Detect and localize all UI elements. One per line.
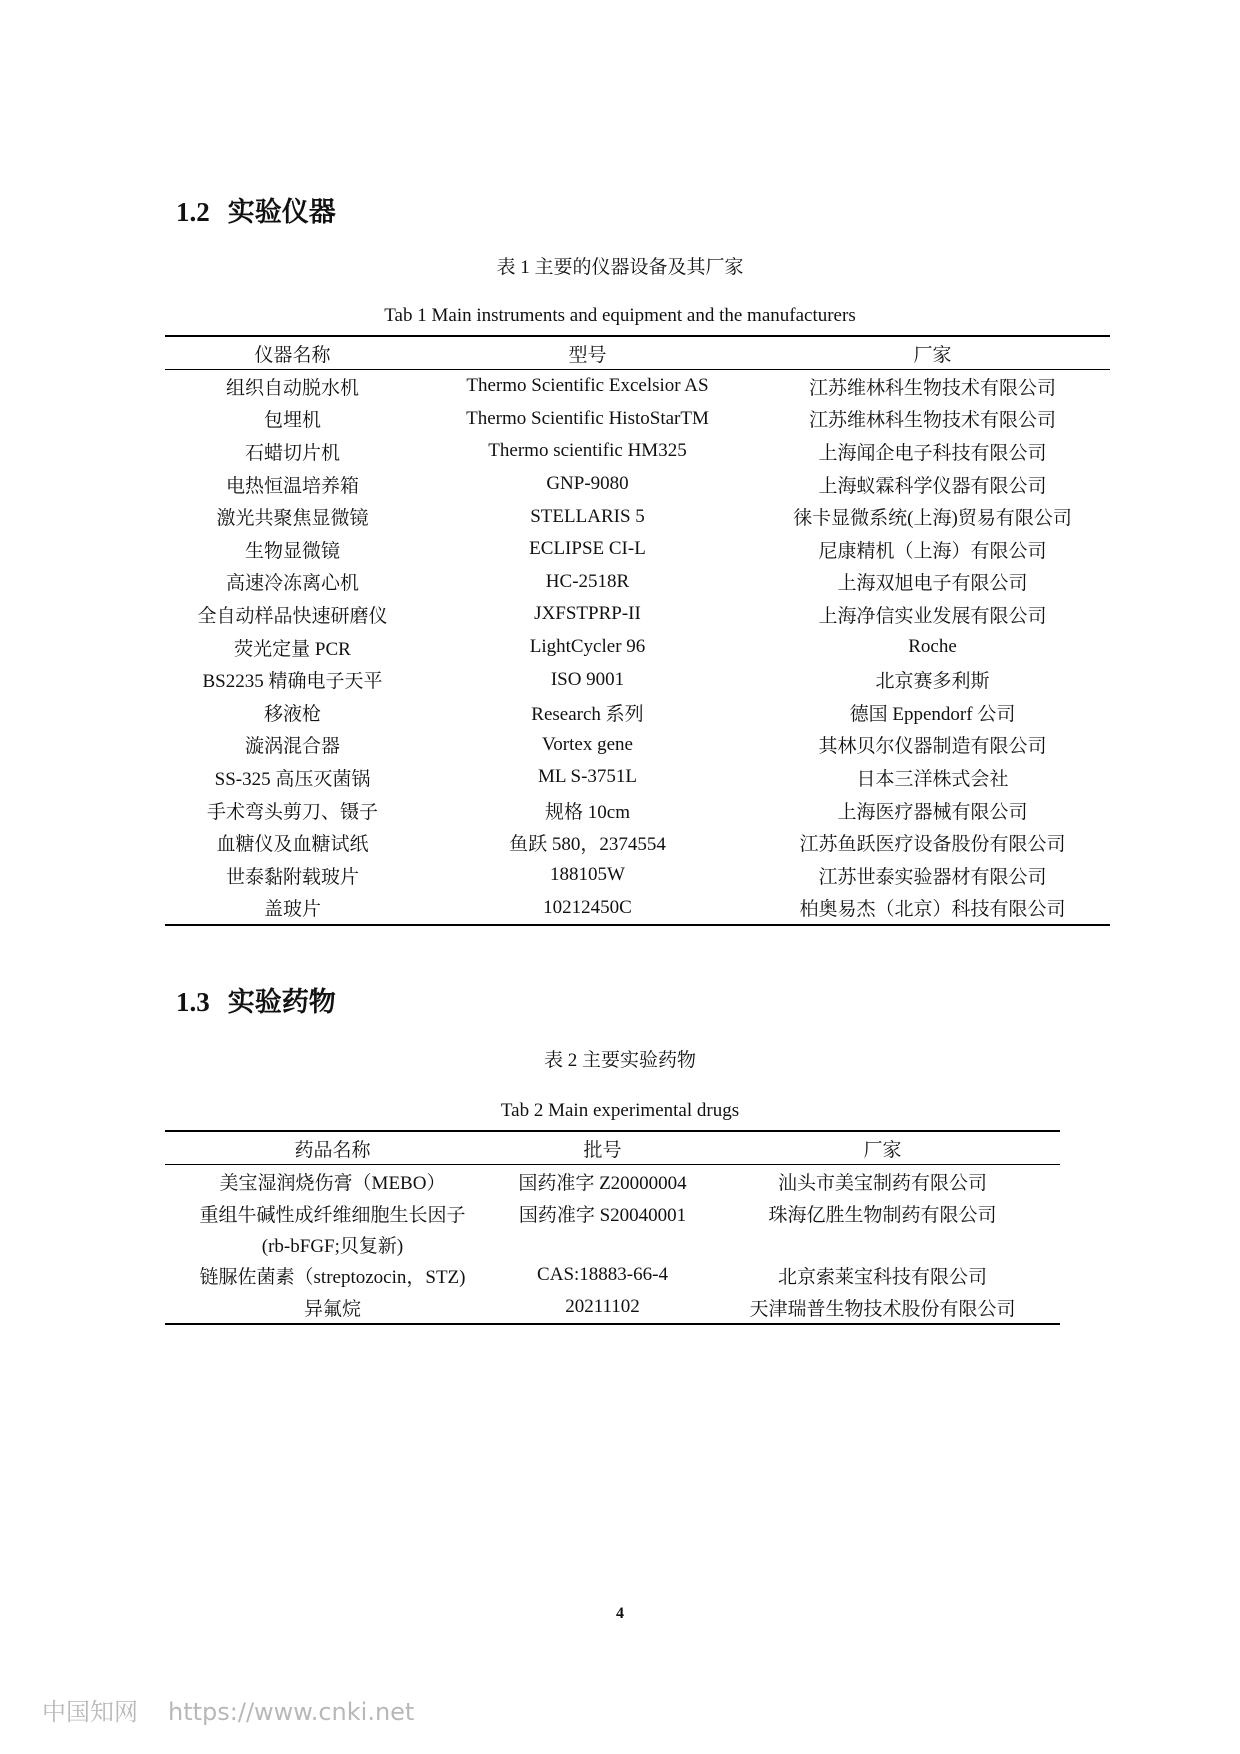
table-cell: 汕头市美宝制药有限公司 xyxy=(777,1172,987,1194)
column-header: 厂家 xyxy=(863,1139,902,1161)
table-row xyxy=(165,794,1110,827)
table-row xyxy=(165,435,1110,468)
table-row xyxy=(165,826,1110,859)
table-cell: 其林贝尔仪器制造有限公司 xyxy=(818,736,1047,758)
table-cell: 重组牛碱性成纤维细胞生长因子 xyxy=(199,1204,466,1226)
table-cell: 江苏维林科生物技术有限公司 xyxy=(808,410,1056,432)
table-cell xyxy=(705,1229,1060,1259)
table2-caption-cn: 表 2 主要实验药物 xyxy=(543,1050,696,1071)
table-cell: 上海医疗器械有限公司 xyxy=(837,801,1028,823)
table-cell: 德国 Eppendorf 公司 xyxy=(849,703,1016,725)
table-cell: 组织自动脱水机 xyxy=(225,377,359,399)
table-row xyxy=(165,1165,1060,1198)
section-heading-1-2: 1.2 实验仪器 xyxy=(176,197,336,228)
table-cell: 柏奥易杰（北京）科技有限公司 xyxy=(799,899,1066,921)
column-header: 仪器名称 xyxy=(254,344,331,366)
table-row xyxy=(165,696,1110,729)
table-row xyxy=(165,500,1110,533)
table-cell: 江苏鱼跃医疗设备股份有限公司 xyxy=(799,834,1066,856)
table-cell: 上海蚁霖科学仪器有限公司 xyxy=(818,475,1047,497)
table-row xyxy=(165,403,1110,436)
table-row xyxy=(165,370,1110,403)
table-cell: Vortex gene xyxy=(542,733,633,755)
table-cell: 规格 10cm xyxy=(545,801,630,823)
table-cell: 荧光定量 PCR xyxy=(234,638,351,660)
table-row xyxy=(165,663,1110,696)
instruments-table xyxy=(165,335,1110,926)
table-cell: Thermo Scientific HistoStarTM xyxy=(466,407,709,429)
table1-caption-en: Tab 1 Main instruments and equipment and the manufacturers xyxy=(384,305,856,326)
table-cell: 漩涡混合器 xyxy=(244,736,340,758)
table-cell: 世泰黏附载玻片 xyxy=(225,866,359,888)
table-row xyxy=(165,631,1110,664)
table2-caption-en: Tab 2 Main experimental drugs xyxy=(500,1100,740,1121)
table-cell: 尼康精机（上海）有限公司 xyxy=(818,540,1047,562)
table-header-row xyxy=(165,1131,1060,1165)
column-header: 药品名称 xyxy=(294,1139,371,1161)
watermark xyxy=(42,1692,414,1727)
table-cell: 江苏世泰实验器材有限公司 xyxy=(818,866,1047,888)
table-cell: 10212450C xyxy=(543,896,632,918)
table-row xyxy=(165,598,1110,631)
table-header-row xyxy=(165,336,1110,370)
table-row xyxy=(165,859,1110,892)
table-cell: 上海双旭电子有限公司 xyxy=(837,573,1028,595)
table1-caption-cn: 表 1 主要的仪器设备及其厂家 xyxy=(496,257,744,278)
table-row xyxy=(165,1291,1060,1324)
table-cell: 美宝湿润烧伤膏（MEBO） xyxy=(219,1172,446,1194)
table-cell: 徕卡显微系统(上海)贸易有限公司 xyxy=(793,508,1072,530)
table-cell: ECLIPSE CI-L xyxy=(529,538,646,560)
table-row xyxy=(165,566,1110,599)
column-header: 批号 xyxy=(583,1139,622,1161)
table-cell: 天津瑞普生物技术股份有限公司 xyxy=(749,1298,1016,1320)
table-cell: Roche xyxy=(908,636,957,658)
table-cell: 手术弯头剪刀、镊子 xyxy=(206,801,378,823)
table-cell: (rb-bFGF;贝复新) xyxy=(261,1235,404,1257)
table-cell: Research 系列 xyxy=(531,703,644,725)
table-cell xyxy=(500,1229,705,1259)
drugs-table xyxy=(165,1130,1060,1325)
table-cell: 激光共聚焦显微镜 xyxy=(216,508,369,530)
table-cell: 江苏维林科生物技术有限公司 xyxy=(808,377,1056,399)
table-row xyxy=(165,892,1110,926)
table-row xyxy=(165,729,1110,762)
table-row xyxy=(165,468,1110,501)
table-row xyxy=(165,1259,1060,1291)
table-cell: 日本三洋株式会社 xyxy=(856,768,1009,790)
table-cell: 上海闻企电子科技有限公司 xyxy=(818,442,1047,464)
table-cell: ISO 9001 xyxy=(550,668,625,690)
table-cell: 鱼跃 580，2374554 xyxy=(509,834,666,856)
table-cell: 全自动样品快速研磨仪 xyxy=(197,605,388,627)
table-cell: 珠海亿胜生物制药有限公司 xyxy=(768,1204,997,1226)
table-cell: 生物显微镜 xyxy=(244,540,340,562)
table-cell: 异氟烷 xyxy=(303,1298,361,1320)
page-number: 4 xyxy=(616,1605,624,1622)
table-cell: JXFSTPRP-II xyxy=(534,603,641,625)
table-row xyxy=(165,1229,1060,1259)
table-cell: 国药准字 Z20000004 xyxy=(518,1172,687,1194)
table-cell: HC-2518R xyxy=(545,570,630,592)
table-cell: STELLARIS 5 xyxy=(530,505,645,527)
table-row xyxy=(165,1197,1060,1229)
section-heading-1-3: 1.3 实验药物 xyxy=(176,987,336,1018)
watermark-url: https://www.cnki.net xyxy=(168,1698,415,1726)
table-cell: 高速冷冻离心机 xyxy=(225,573,359,595)
table-cell: 包埋机 xyxy=(263,410,321,432)
table-row xyxy=(165,761,1110,794)
watermark-brand: 中国知网 xyxy=(42,1698,138,1726)
table-cell: BS2235 精确电子天平 xyxy=(202,671,383,693)
table-cell: 20211102 xyxy=(565,1296,640,1317)
table-cell: 188105W xyxy=(550,864,625,886)
table-cell: Thermo scientific HM325 xyxy=(488,440,687,462)
table-cell: 上海净信实业发展有限公司 xyxy=(818,605,1047,627)
table-cell: SS-325 高压灭菌锅 xyxy=(214,768,371,790)
table-cell: CAS:18883-66-4 xyxy=(537,1264,668,1285)
column-header: 型号 xyxy=(568,344,607,366)
table-cell: ML S-3751L xyxy=(537,766,638,788)
table-cell: 移液枪 xyxy=(263,703,321,725)
table-cell: 北京赛多利斯 xyxy=(875,671,990,693)
table-cell: LightCycler 96 xyxy=(529,636,646,658)
table-cell: 电热恒温培养箱 xyxy=(225,475,359,497)
column-header: 厂家 xyxy=(913,344,952,366)
table-cell: GNP-9080 xyxy=(546,473,629,495)
table-cell: 链脲佐菌素（streptozocin，STZ) xyxy=(199,1266,466,1288)
table-cell: 血糖仪及血糖试纸 xyxy=(216,834,369,856)
table-cell: 盖玻片 xyxy=(263,899,321,921)
table-cell: 北京索莱宝科技有限公司 xyxy=(777,1266,987,1288)
table-row xyxy=(165,533,1110,566)
table-cell: 国药准字 S20040001 xyxy=(518,1204,687,1226)
table-cell: 石蜡切片机 xyxy=(244,442,340,464)
table-cell: Thermo Scientific Excelsior AS xyxy=(466,375,709,397)
